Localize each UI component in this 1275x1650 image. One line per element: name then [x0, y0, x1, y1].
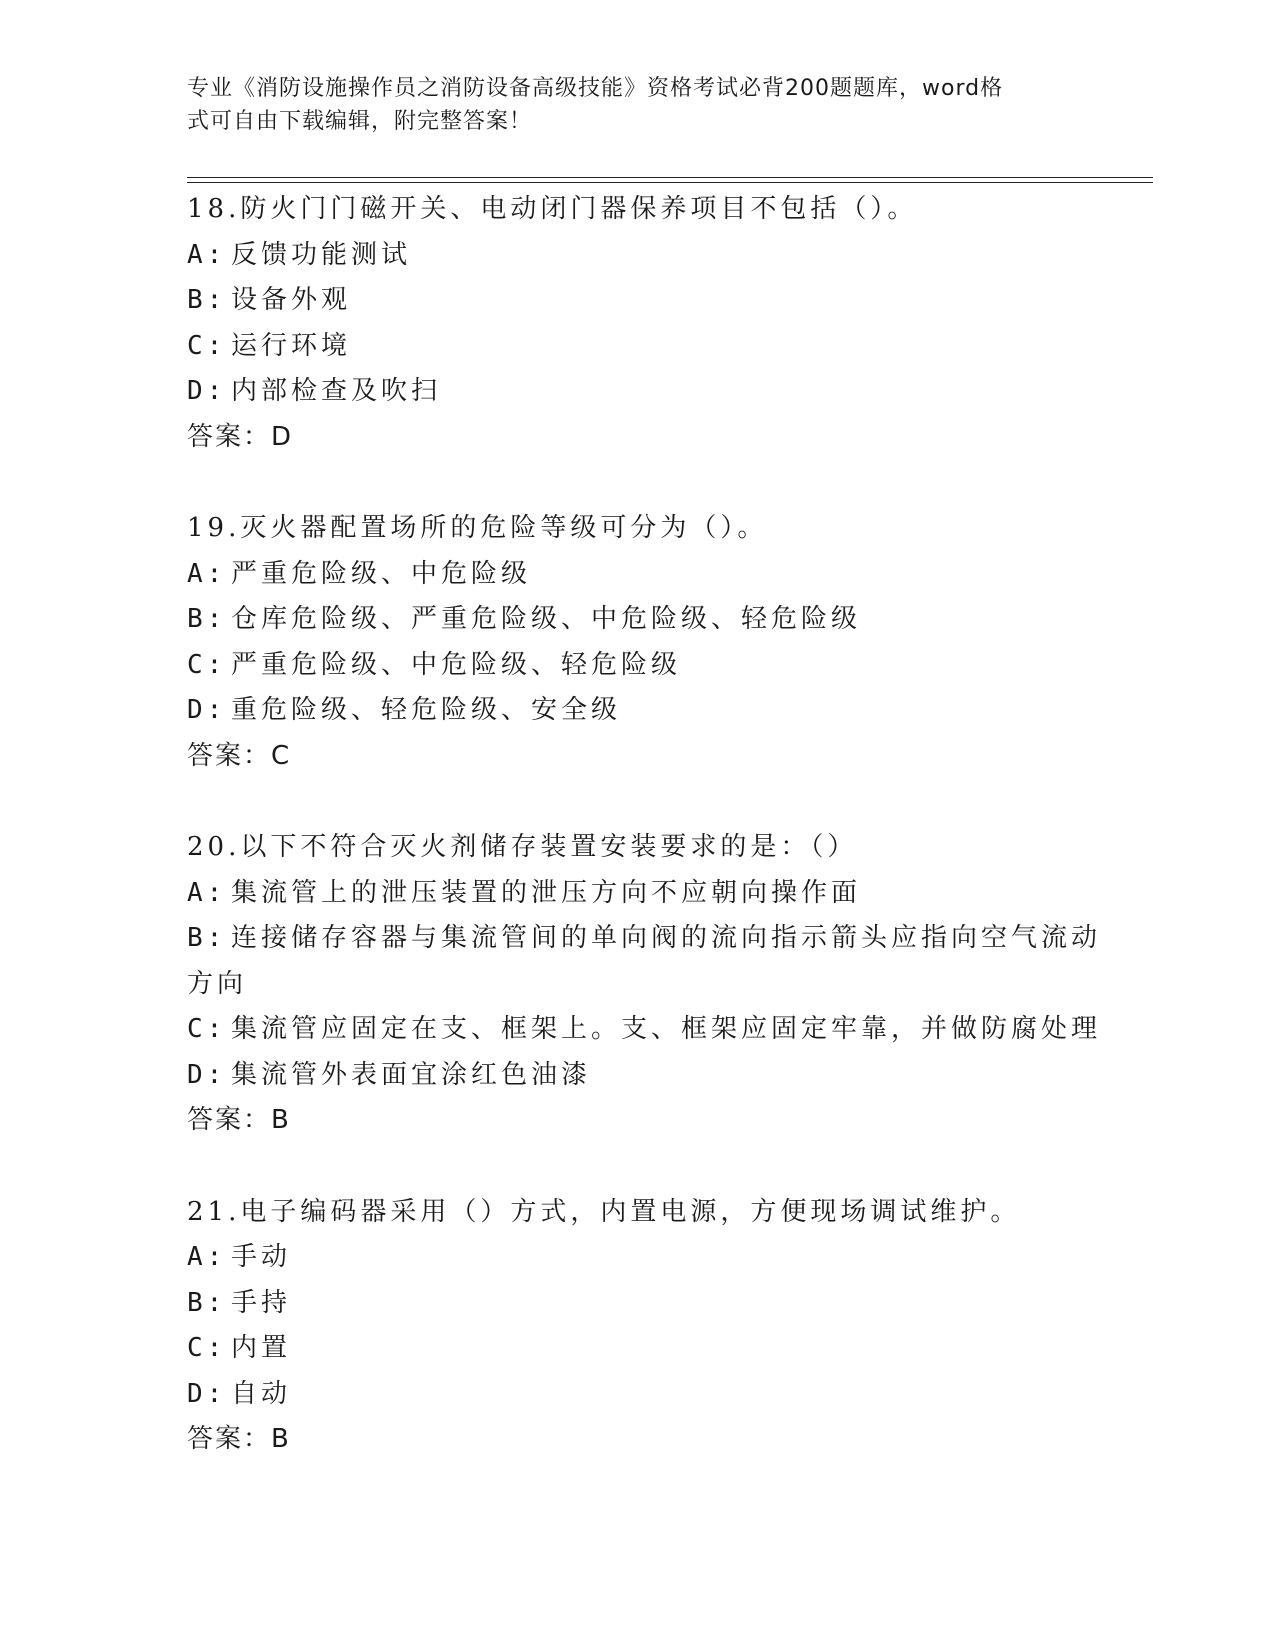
question-21: [187, 1190, 1087, 1463]
option-key: D:: [187, 1059, 227, 1090]
header-divider-top: [187, 177, 1153, 178]
option-b: [187, 916, 1102, 962]
option-b-continuation: 方向: [187, 968, 248, 999]
option-text: 内置: [231, 1333, 292, 1363]
option-text: 严重危险级、中危险级: [231, 558, 532, 589]
option-text: 自动: [231, 1378, 292, 1409]
option-key: C:: [187, 649, 227, 680]
option-text: 设备外观: [231, 285, 352, 315]
option-key: B:: [187, 604, 227, 634]
option-a: [187, 1235, 1087, 1281]
question-19: [187, 506, 1087, 779]
option-text: 手动: [231, 1242, 292, 1272]
option-text: 连接储存容器与集流管间的单向阀的流向指示箭头应指向空气流动: [231, 923, 1102, 953]
option-d: [187, 1053, 1087, 1099]
option-text: 重危险级、轻危险级、安全级: [231, 695, 622, 725]
option-c: [187, 324, 1087, 370]
option-text: 手持: [231, 1287, 292, 1318]
document-header: [187, 72, 1067, 138]
option-text: 集流管外表面宜涂红色油漆: [231, 1059, 592, 1090]
question-20: [187, 825, 1102, 1144]
header-line-1: 专业《消防设施操作员之消防设备高级技能》资格考试必背200题题库，word格: [187, 76, 1004, 101]
option-text: 集流管应固定在支、框架上。支、框架应固定牢靠，并做防腐处理: [231, 1014, 1102, 1044]
option-key: A:: [187, 1242, 227, 1272]
answer-line: 答案：D: [187, 421, 294, 452]
option-text: 运行环境: [231, 330, 352, 361]
option-b: [187, 278, 1087, 324]
option-d: [187, 688, 1087, 734]
question-18: [187, 187, 1087, 460]
question-stem: 19.灭火器配置场所的危险等级可分为（）。: [187, 513, 768, 543]
option-key: B:: [187, 285, 227, 315]
option-key: C:: [187, 330, 227, 361]
option-text: 集流管上的泄压装置的泄压方向不应朝向操作面: [231, 877, 862, 908]
option-key: A:: [187, 558, 227, 589]
question-stem: 20.以下不符合灭火剂储存装置安装要求的是：（）: [187, 832, 858, 862]
question-stem: 21.电子编码器采用（）方式，内置电源，方便现场调试维护。: [187, 1196, 1021, 1227]
option-key: A:: [187, 877, 227, 908]
option-key: A:: [187, 239, 227, 270]
option-key: C:: [187, 1333, 227, 1363]
answer-line: 答案：B: [187, 1424, 291, 1454]
option-text: 内部检查及吹扫: [231, 376, 442, 406]
option-key: B:: [187, 1287, 227, 1318]
answer-line: 答案：C: [187, 740, 292, 771]
answer-line: 答案：B: [187, 1105, 291, 1135]
option-a: [187, 552, 1087, 598]
header-line-2: 式可自由下载编辑，附完整答案！: [187, 109, 533, 134]
option-d: [187, 1372, 1087, 1418]
option-b: [187, 597, 1087, 643]
option-a: [187, 233, 1087, 279]
option-text: 反馈功能测试: [231, 239, 412, 270]
option-text: 仓库危险级、严重危险级、中危险级、轻危险级: [231, 604, 862, 634]
option-text: 严重危险级、中危险级、轻危险级: [231, 649, 682, 680]
option-c: [187, 1007, 1102, 1053]
option-key: B:: [187, 923, 227, 953]
option-key: D:: [187, 1378, 227, 1409]
question-stem: 18.防火门门磁开关、电动闭门器保养项目不包括（）。: [187, 194, 918, 224]
option-d: [187, 369, 1087, 415]
option-key: D:: [187, 695, 227, 725]
option-a: [187, 871, 1087, 917]
option-b: [187, 1281, 1087, 1327]
option-key: C:: [187, 1014, 227, 1044]
option-c: [187, 643, 1087, 689]
option-c: [187, 1326, 1087, 1372]
header-divider-bottom: [187, 182, 1153, 183]
question-list: [187, 187, 1102, 1509]
option-key: D:: [187, 376, 227, 406]
